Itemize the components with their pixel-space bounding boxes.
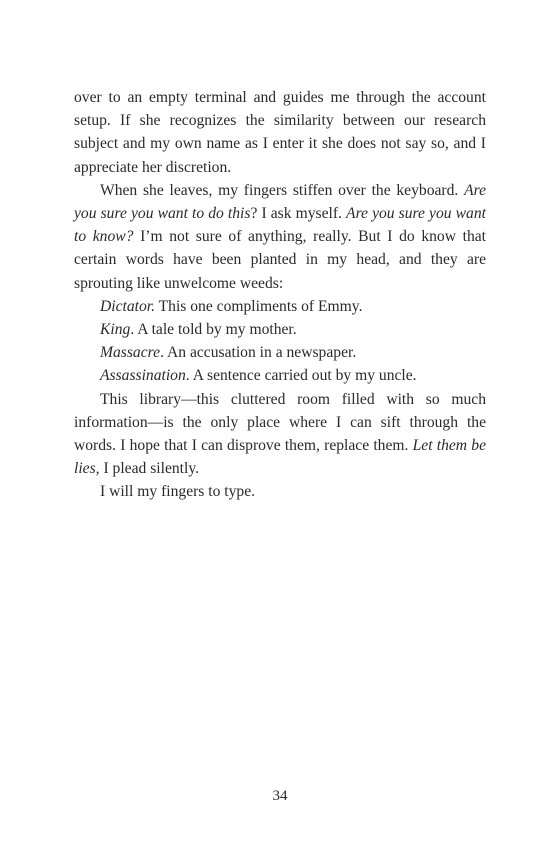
text-segment: I will my fingers to type. [100,483,256,501]
text-segment: When she leaves, my fingers stiffen over the keyboard. [100,181,465,199]
italic-word: Massacre [100,344,161,362]
text-segment: I plead silently. [99,460,200,478]
italic-phrase: Let them be lies, [74,437,486,478]
italic-word: King [100,321,131,339]
paragraph-final [74,480,486,503]
italic-word: Assassination [100,367,186,385]
word-list-item-king [74,318,486,341]
word-list-item-massacre [74,341,486,364]
paragraph-2 [74,179,486,295]
text-segment: I’m not sure of anything, really. But I do know that certain words have been planted in my head, and they are sprouting like unwelcome weeds: [74,228,487,292]
italic-question: Are you sure you want to know? [74,205,486,246]
text-segment: . A sentence carried out by my uncle. [185,367,417,385]
page-number: 34 [272,788,288,804]
page-body [74,86,486,504]
paragraph-library [74,388,486,481]
text-segment: This one compliments of Emmy. [155,297,363,315]
text-segment: This library—this cluttered room filled with so much information—is the only place where I can sift through the words. I hope that I can disprove them, replace them. [74,390,486,455]
text-segment: . A tale told by my mother. [130,321,297,339]
text-segment: over to an empty terminal and guides me through the account setup. If she recognizes the similarity between our research subject and my own name as I enter it she does not say so, and I appreciate her discretion. [74,89,486,176]
word-list-item-dictator [74,295,486,318]
italic-word: Dictator. [100,297,156,315]
text-segment: . An accusation in a newspaper. [160,344,357,362]
word-list-item-assassination [74,364,486,387]
text-segment: ? I ask myself. [250,205,347,223]
italic-question: Are you sure you want to do this [74,181,486,223]
paragraph-1 [74,86,486,179]
